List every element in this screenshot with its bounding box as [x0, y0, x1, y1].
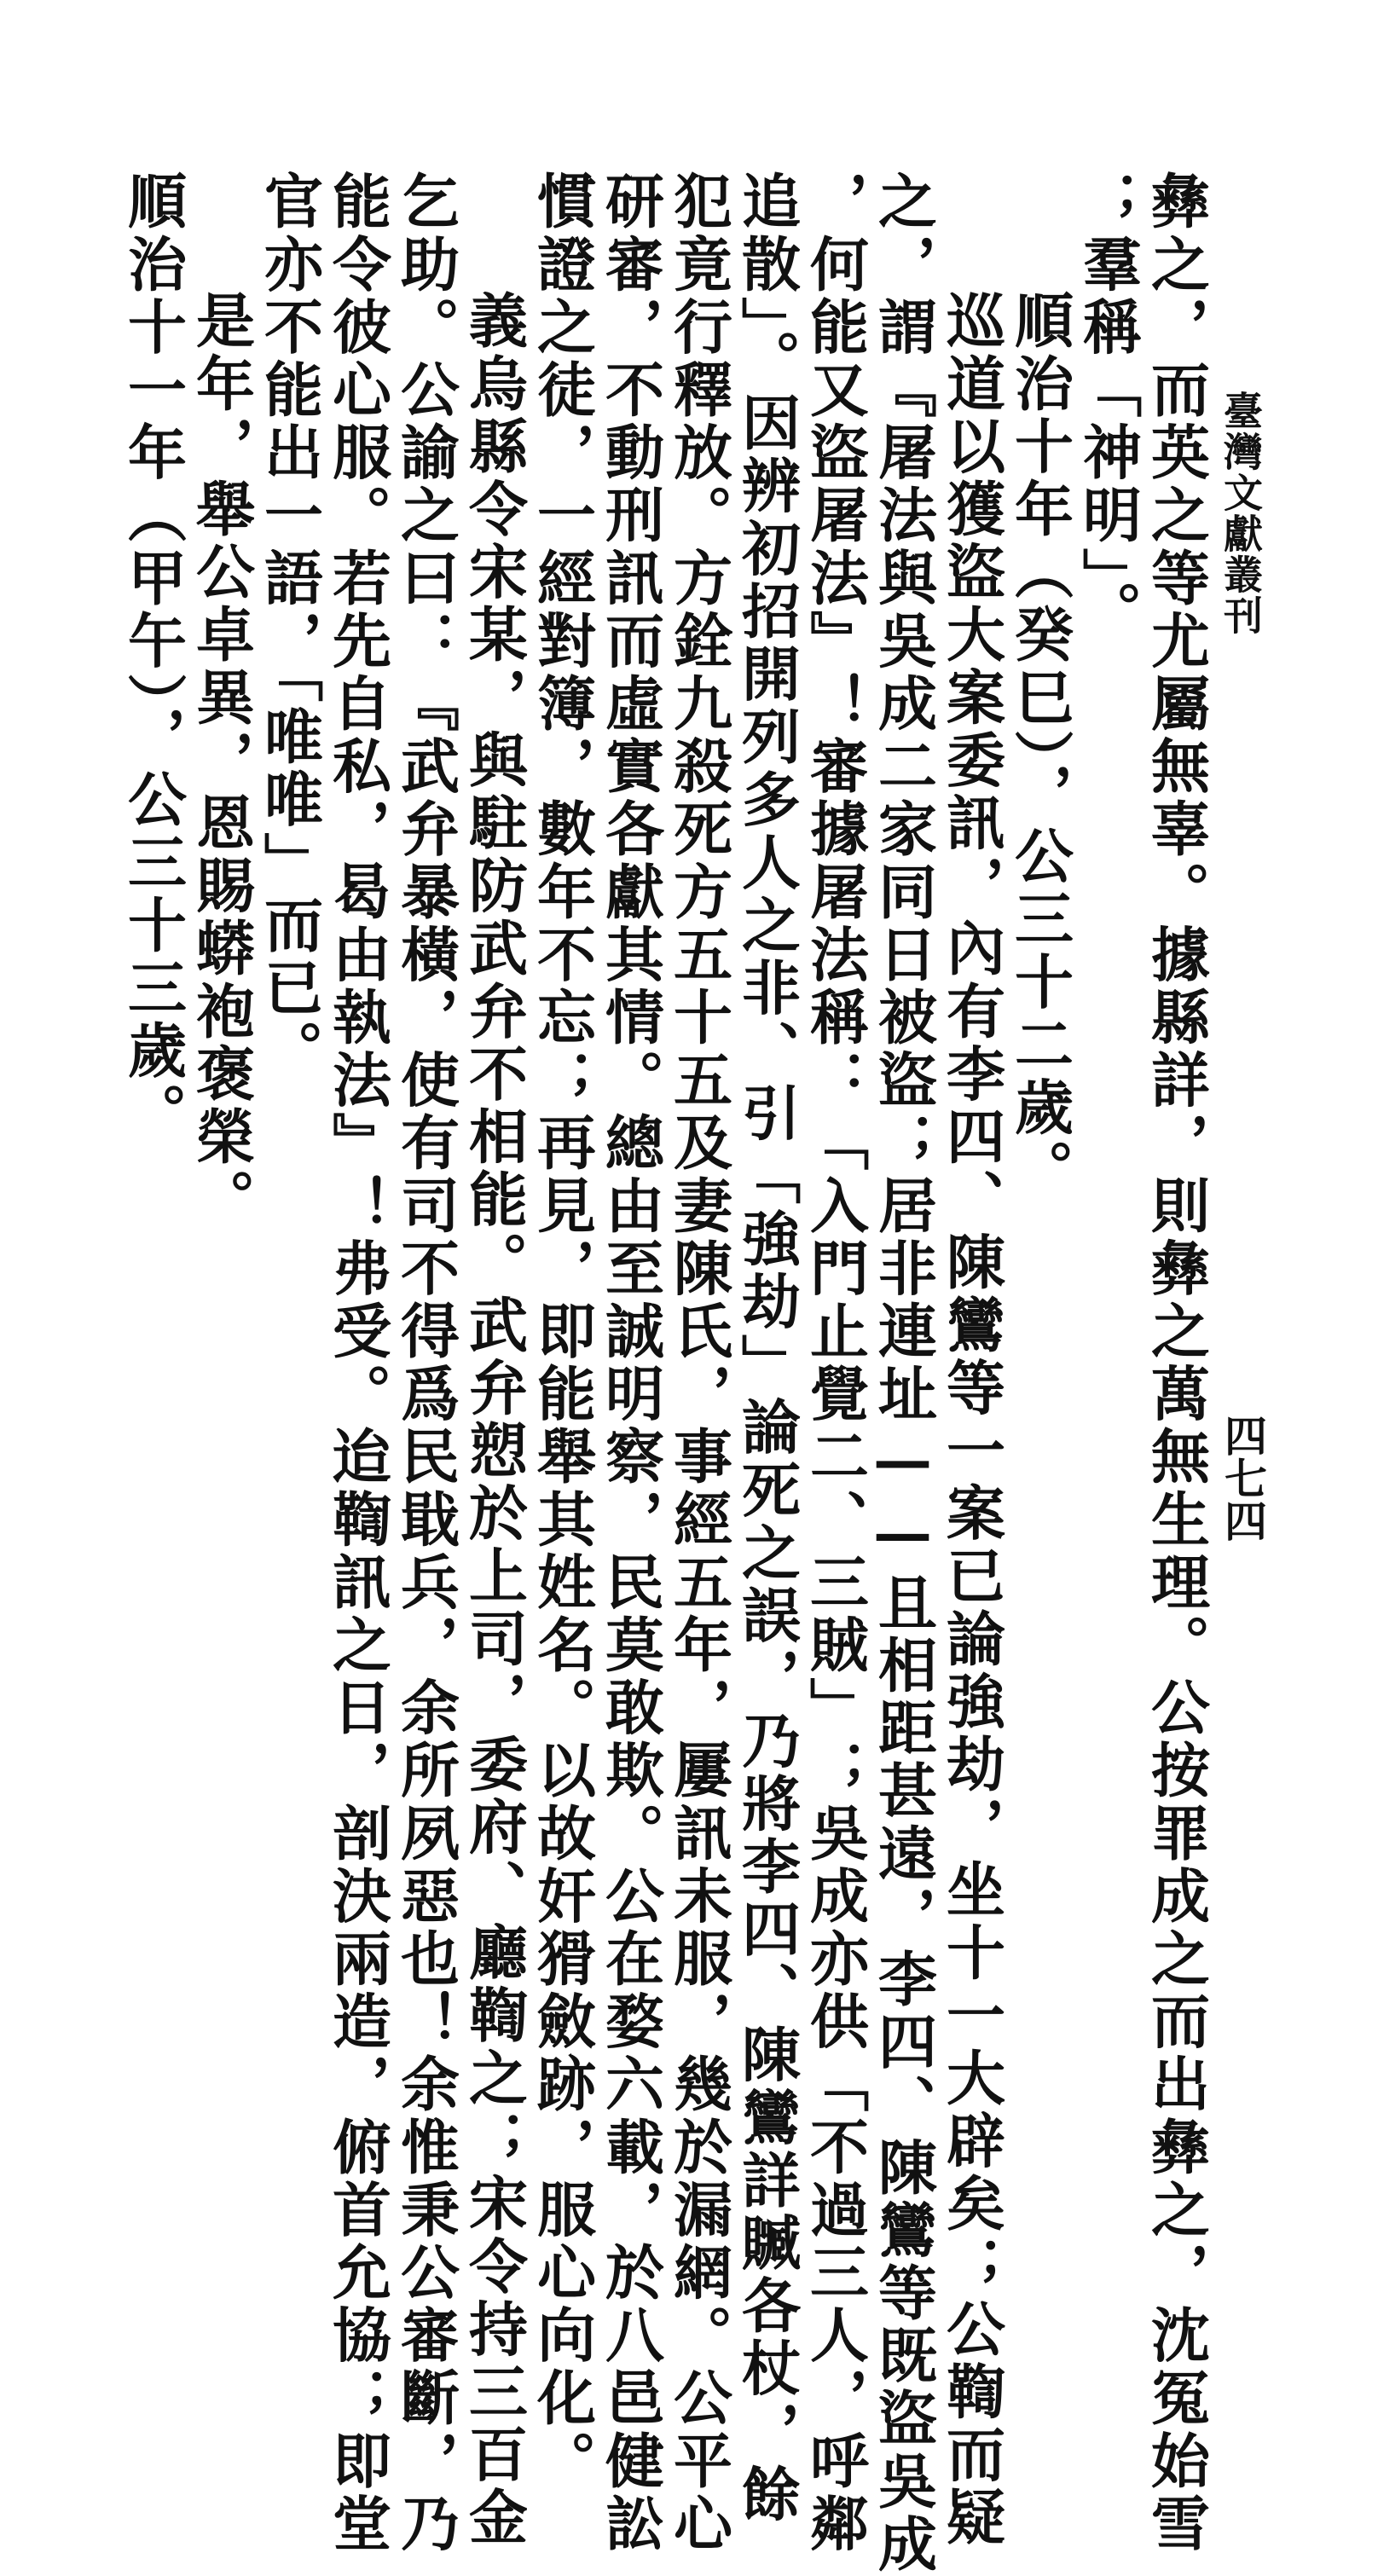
running-header-title: 臺灣文獻叢刊 — [1218, 391, 1264, 636]
text-column: 順治十年（癸巳），公三十二歲。 — [1005, 290, 1074, 1202]
text-column: 彝之，而英之等尤屬無辜。據縣詳，則彝之萬無生理。公按罪成之而出彝之，沈冤始雪 — [1141, 171, 1210, 2556]
text-column: 慣證之徒，一經對簿，數年不忘；再見，即能舉其姓名。以故奸猾斂跡，服心向化。 — [527, 171, 596, 2493]
text-column: ；羣稱「神明」。 — [1073, 171, 1142, 644]
text-column: 義烏縣令宋某，與駐防武弁不相能。武弁愬於上司，委府、廳鞫之；宋令持三百金 — [459, 290, 528, 2550]
text-column: 順治十一年（甲午），公三十三歲。 — [118, 171, 187, 1146]
text-column: 研審，不動刑訊而虛實各獻其情。總由至誠明察，民莫敢欺。公在婺六載，於八邑健訟 — [595, 171, 664, 2556]
text-column: 追散」。因辨初招開列多人之非、引「強劫」論死之誤，乃將李四、陳鸞詳贓各杖，餘 — [732, 171, 801, 2527]
text-column: 能令彼心服。若先自私，曷由執法』！弗受。迨鞫訊之日，剖決兩造，俯首允協；即堂 — [322, 171, 391, 2556]
text-column: ，何能又盜屠法』！審據屠法稱：「入門止覺二、三賊」；吳成亦供「不過三人，呼鄰 — [800, 171, 869, 2556]
body-text — [101, 171, 1210, 2576]
text-column: 是年，舉公卓異，恩賜蟒袍褒榮。 — [186, 290, 255, 1231]
text-column: 巡道以獲盜大案委訊，內有李四、陳鸞等一案已論強劫，坐十一大辟矣；公鞫而疑 — [936, 290, 1005, 2550]
text-column: 乞助。公諭之曰：『武弁暴橫，使有司不得爲民戢兵，余所夙惡也！余惟秉公審斷，乃 — [391, 171, 460, 2556]
text-column: 犯竟行釋放。方銓九殺死方五十五及妻陳氏，事經五年，屢訊未服，幾於漏網。公平心 — [663, 171, 732, 2556]
page-number: 四七四 — [1218, 1414, 1268, 1542]
text-column: 官亦不能出一語，「唯唯」而已。 — [254, 171, 323, 1083]
text-column: 之，謂『屠法與吳成二家同日被盜；居非連址——且相距甚遠，李四、陳鸞等既盜吳成 — [868, 171, 937, 2576]
